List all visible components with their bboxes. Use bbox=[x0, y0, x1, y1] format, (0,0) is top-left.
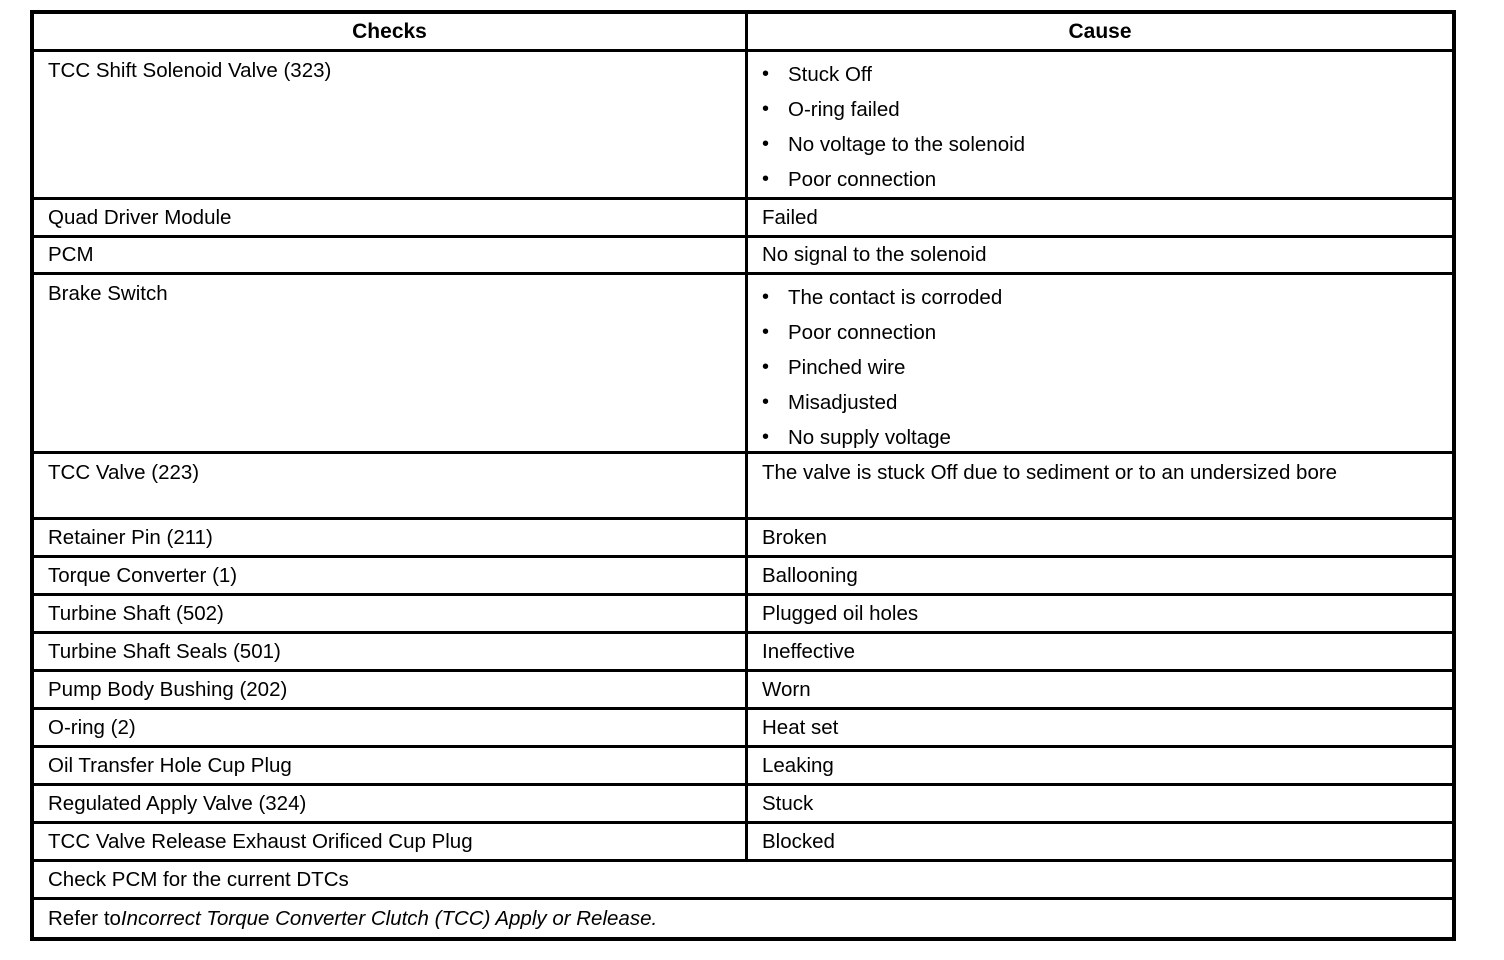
bullet-icon: • bbox=[762, 286, 770, 308]
cause-cell: Leaking bbox=[762, 753, 834, 777]
bullet-icon: • bbox=[762, 426, 770, 448]
cause-cell: Plugged oil holes bbox=[762, 601, 919, 625]
cause-bullet-line bbox=[762, 350, 1442, 385]
check-cell: PCM bbox=[34, 238, 748, 272]
cause-bullet-text: Poor connection bbox=[788, 320, 937, 344]
bullet-icon: • bbox=[762, 133, 770, 155]
cause-cell: Heat set bbox=[762, 715, 839, 739]
bullet-icon: • bbox=[762, 168, 770, 190]
check-cell: TCC Valve (223) bbox=[34, 454, 748, 517]
cause-bullet-text: Misadjusted bbox=[788, 390, 898, 414]
table-row bbox=[34, 669, 1452, 707]
cause-bullet-text: Pinched wire bbox=[788, 355, 906, 379]
cause-cell: Blocked bbox=[762, 829, 835, 853]
cause-bullet-text: O-ring failed bbox=[788, 97, 900, 121]
cause-bullet-line bbox=[762, 92, 1442, 127]
table-row bbox=[34, 593, 1452, 631]
cause-bullet-text: No voltage to the solenoid bbox=[788, 132, 1026, 156]
footer-refer-line bbox=[34, 900, 1452, 937]
cause-bullet-line bbox=[762, 127, 1442, 162]
table-footer-row bbox=[34, 897, 1452, 937]
cause-bullet-line bbox=[762, 385, 1442, 420]
bullet-icon: • bbox=[762, 98, 770, 120]
cause-cell bbox=[748, 52, 1452, 197]
cause-bullet-line bbox=[762, 280, 1442, 315]
refer-reference-title: Incorrect Torque Converter Clutch (TCC) Apply or Release. bbox=[120, 906, 658, 930]
bullet-icon: • bbox=[762, 321, 770, 343]
cause-bullet-text: No supply voltage bbox=[788, 425, 951, 449]
table-row bbox=[34, 745, 1452, 783]
cause-cell: Worn bbox=[762, 677, 811, 701]
cause-cell bbox=[748, 275, 1452, 451]
cause-bullet-text: Stuck Off bbox=[788, 62, 872, 86]
bullet-icon: • bbox=[762, 356, 770, 378]
cause-cell: The valve is stuck Off due to sediment or to an undersized bore bbox=[762, 461, 1338, 484]
check-cell: TCC Valve Release Exhaust Orificed Cup Plug bbox=[34, 824, 748, 859]
cause-bullet-line bbox=[762, 315, 1442, 350]
table-row bbox=[34, 707, 1452, 745]
table-row bbox=[34, 631, 1452, 669]
column-header-cause: Cause bbox=[1068, 19, 1132, 43]
cause-cell: Failed bbox=[762, 205, 818, 229]
cause-bullet-line bbox=[762, 57, 1442, 92]
cause-cell: Ballooning bbox=[762, 563, 858, 587]
check-cell: Pump Body Bushing (202) bbox=[34, 672, 748, 707]
cause-cell: Broken bbox=[762, 525, 827, 549]
cause-bullet-text: The contact is corroded bbox=[788, 285, 1003, 309]
table-row bbox=[34, 272, 1452, 451]
cause-cell: Ineffective bbox=[762, 639, 856, 663]
check-cell: Retainer Pin (211) bbox=[34, 520, 748, 555]
check-cell: Oil Transfer Hole Cup Plug bbox=[34, 748, 748, 783]
check-cell: Brake Switch bbox=[34, 275, 748, 451]
cause-bullet-line bbox=[762, 420, 1442, 455]
table-footer-row bbox=[34, 859, 1452, 897]
column-header-checks: Checks bbox=[34, 14, 748, 49]
table-row bbox=[34, 197, 1452, 235]
check-cell: Torque Converter (1) bbox=[34, 558, 748, 593]
table-row bbox=[34, 451, 1452, 517]
check-cell: O-ring (2) bbox=[34, 710, 748, 745]
check-cell: Turbine Shaft Seals (501) bbox=[34, 634, 748, 669]
table-row bbox=[34, 555, 1452, 593]
cause-cell: Stuck bbox=[762, 791, 814, 815]
bullet-icon: • bbox=[762, 391, 770, 413]
check-cell: Quad Driver Module bbox=[34, 200, 748, 235]
bullet-icon: • bbox=[762, 63, 770, 85]
check-cell: TCC Shift Solenoid Valve (323) bbox=[34, 52, 748, 197]
table-row bbox=[34, 235, 1452, 272]
table-row bbox=[34, 821, 1452, 859]
cause-bullet-line bbox=[762, 162, 1442, 197]
check-cell: Turbine Shaft (502) bbox=[34, 596, 748, 631]
cause-cell: No signal to the solenoid bbox=[762, 243, 987, 266]
checks-cause-table bbox=[30, 10, 1456, 941]
table-row bbox=[34, 49, 1452, 197]
check-cell: Regulated Apply Valve (324) bbox=[34, 786, 748, 821]
cause-bullet-text: Poor connection bbox=[788, 167, 937, 191]
table-row bbox=[34, 517, 1452, 555]
table-header-row bbox=[34, 14, 1452, 49]
footer-check-pcm: Check PCM for the current DTCs bbox=[48, 867, 349, 891]
refer-prefix: Refer to bbox=[48, 906, 121, 930]
table-row bbox=[34, 783, 1452, 821]
